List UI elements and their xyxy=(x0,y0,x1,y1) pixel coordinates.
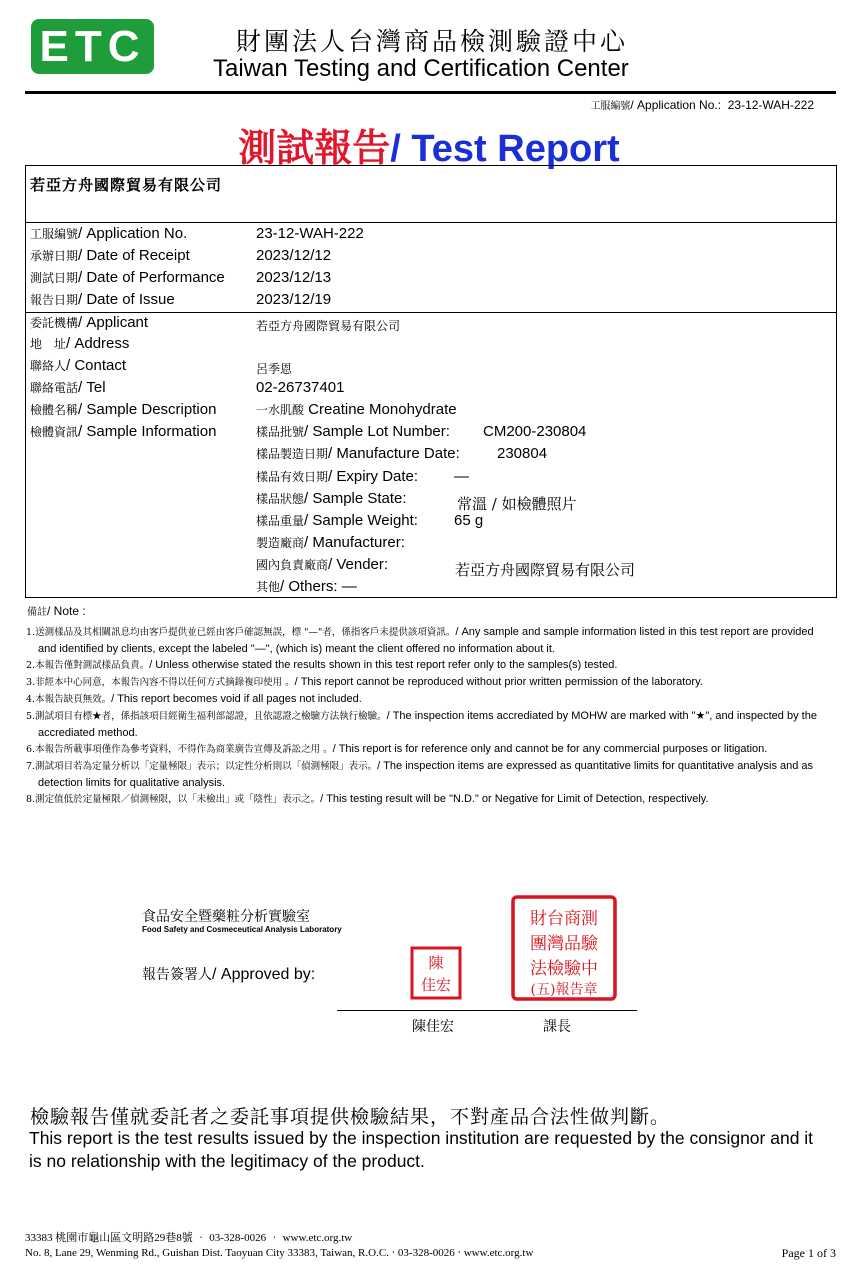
note-item: 6.本報告所載事項僅作為參考資料，不得作為商業廣告宣傳及訴訟之用 。/ This report is for reference only and cannot be for any commercial purposes or litigation. xyxy=(26,743,768,755)
row-date-receipt: 承辦日期/ Date of Receipt xyxy=(30,247,190,264)
row-tel: 聯絡電話/ Tel xyxy=(30,379,106,396)
page-number: Page 1 of 3 xyxy=(781,1246,836,1260)
row-sample-description: 檢體名稱/ Sample Description xyxy=(30,401,217,418)
svg-text:法檢驗中: 法檢驗中 xyxy=(530,959,598,979)
disclaimer-en: This report is the test results issued by the inspection institution are requested by the consignor and it is no relationship with the legitimacy of the product. xyxy=(29,1128,814,1171)
value-tel: 02-26737401 xyxy=(256,379,345,396)
vender-label: 國內負責廠商/ Vender: xyxy=(256,556,389,573)
value-date-issue: 2023/12/19 xyxy=(256,291,332,308)
row-contact: 聯絡人/ Contact xyxy=(30,357,127,374)
footer-address-en: No. 8, Lane 29, Wenming Rd., Guishan Dist. Taoyuan City 33383, Taiwan, R.O.C. ‧ 03-328-0026 ‧ www.etc.org.tw xyxy=(25,1247,534,1259)
company-seal-icon xyxy=(510,894,618,1002)
table-divider xyxy=(26,222,836,223)
value-date-receipt: 2023/12/12 xyxy=(256,247,332,264)
row-applicant: 委託機構/ Applicant xyxy=(30,314,149,331)
approved-by-label: 報告簽署人/ Approved by: xyxy=(142,966,316,983)
expiry-date-label: 樣品有效日期/ Expiry Date: xyxy=(256,468,419,485)
header-divider xyxy=(25,91,836,94)
sample-weight-value: 65 g xyxy=(454,512,484,529)
svg-text:陳: 陳 xyxy=(428,954,444,972)
footer-address-cn: 33383 桃園市龜山區文明路29巷8號 ‧ 03-328-0026 ‧ www.etc.org.tw xyxy=(25,1232,353,1244)
others-value: — xyxy=(341,578,357,595)
org-name-en: Taiwan Testing and Certification Center xyxy=(213,55,629,82)
manufacturer-label: 製造廠商/ Manufacturer: xyxy=(256,534,405,551)
signer-title: 課長 xyxy=(543,1019,571,1035)
sample-lot-number-label: 樣品批號/ Sample Lot Number: xyxy=(256,423,450,440)
note-item: 1.送測樣品及其相關訊息均由客戶提供並已經由客戶確認無誤，標 "—"者，係指客戶未提供該項資訊。/ Any sample and sample information listed in this test report are provided and identified by clients, except the labeled "—", (which is) meant the client offered no information about it. xyxy=(26,626,814,655)
vender-value: 若亞方舟國際貿易有限公司 xyxy=(455,561,636,579)
sample-weight-label: 樣品重量/ Sample Weight: xyxy=(256,512,418,529)
row-sample-information: 檢體資訊/ Sample Information xyxy=(30,423,217,440)
sample-state-label: 樣品狀態/ Sample State: xyxy=(256,490,407,507)
personal-seal-icon xyxy=(410,946,462,1000)
row-date-performance: 測試日期/ Date of Performance xyxy=(30,269,225,286)
notes-title: 備註/ Note : xyxy=(27,604,86,618)
sample-lot-number-value: CM200-230804 xyxy=(483,423,587,440)
others-label: 其他/ Others: — xyxy=(256,578,357,595)
row-application-no: 工服編號/ Application No. xyxy=(30,225,188,242)
note-item: 4.本報告缺頁無效。/ This report becomes void if all pages not included. xyxy=(26,693,362,705)
value-contact: 呂季恩 xyxy=(256,362,293,376)
org-name-cn: 財團法人台灣商品檢測驗證中心 xyxy=(236,27,629,56)
expiry-date-value: — xyxy=(454,468,469,485)
etc-logo: ETC xyxy=(31,19,154,74)
value-date-performance: 2023/12/13 xyxy=(256,269,332,286)
note-item: 3.非經本中心同意，本報告內容不得以任何方式摘錄複印使用 。/ This report cannot be reproduced without prior written permission of the laboratory. xyxy=(26,676,703,688)
lab-name-cn: 食品安全暨藥粧分析實驗室 xyxy=(142,909,310,925)
notes-list xyxy=(26,624,834,808)
svg-text:團灣品驗: 團灣品驗 xyxy=(530,934,598,954)
note-item: 2.本報告僅對測試樣品負責。/ Unless otherwise stated the results shown in this test report refer only to the samples(s) tested. xyxy=(26,659,618,671)
application-number-top: 工服編號/ Application No.: 23-12-WAH-222 xyxy=(590,98,814,112)
note-item: 8.測定值低於定量極限／偵測極限，以「未檢出」或「陰性」表示之。/ This testing result will be "N.D." or Negative for Limit of Detection, respectively. xyxy=(26,793,709,805)
svg-text:財台商測: 財台商測 xyxy=(530,909,598,929)
disclaimer-cn: 檢驗報告僅就委託者之委託事項提供檢驗結果，不對產品合法性做判斷。 xyxy=(30,1106,671,1128)
report-info-table xyxy=(25,165,837,598)
svg-text:(五)報告章: (五)報告章 xyxy=(530,982,598,998)
svg-text:佳宏: 佳宏 xyxy=(420,976,452,994)
manufacture-date-label: 樣品製造日期/ Manufacture Date: xyxy=(256,445,460,462)
manufacture-date-value: 230804 xyxy=(497,445,548,462)
table-divider xyxy=(26,312,836,313)
value-application-no: 23-12-WAH-222 xyxy=(256,225,364,242)
report-title: 測試報告/ Test Report xyxy=(238,125,620,170)
row-date-issue: 報告日期/ Date of Issue xyxy=(30,291,175,308)
note-item: 7.測試項目若為定量分析以「定量極限」表示；以定性分析則以「偵測極限」表示。/ The inspection items are expressed as quantitative limits for quantitative analysis and as detection limits for qualitative analysis. xyxy=(26,760,814,789)
value-sample-description: 一水肌酸 Creatine Monohydrate xyxy=(256,401,457,418)
note-item: 5.測試項目有標★者，係指該項目經衛生福利部認證，且依認證之檢驗方法執行檢驗。/ The inspection items accrediated by MOHW are marked with "★", and inspected by the accrediated method. xyxy=(26,710,817,739)
signature-line xyxy=(337,1010,637,1011)
signer-name: 陳佳宏 xyxy=(412,1019,454,1035)
client-name: 若亞方舟國際貿易有限公司 xyxy=(30,176,223,194)
value-applicant: 若亞方舟國際貿易有限公司 xyxy=(256,319,401,333)
sample-state-value: 常溫 / 如檢體照片 xyxy=(457,495,577,513)
lab-name-en: Food Safety and Cosmeceutical Analysis Laboratory xyxy=(142,925,342,934)
row-address: 地 址/ Address xyxy=(30,335,130,352)
